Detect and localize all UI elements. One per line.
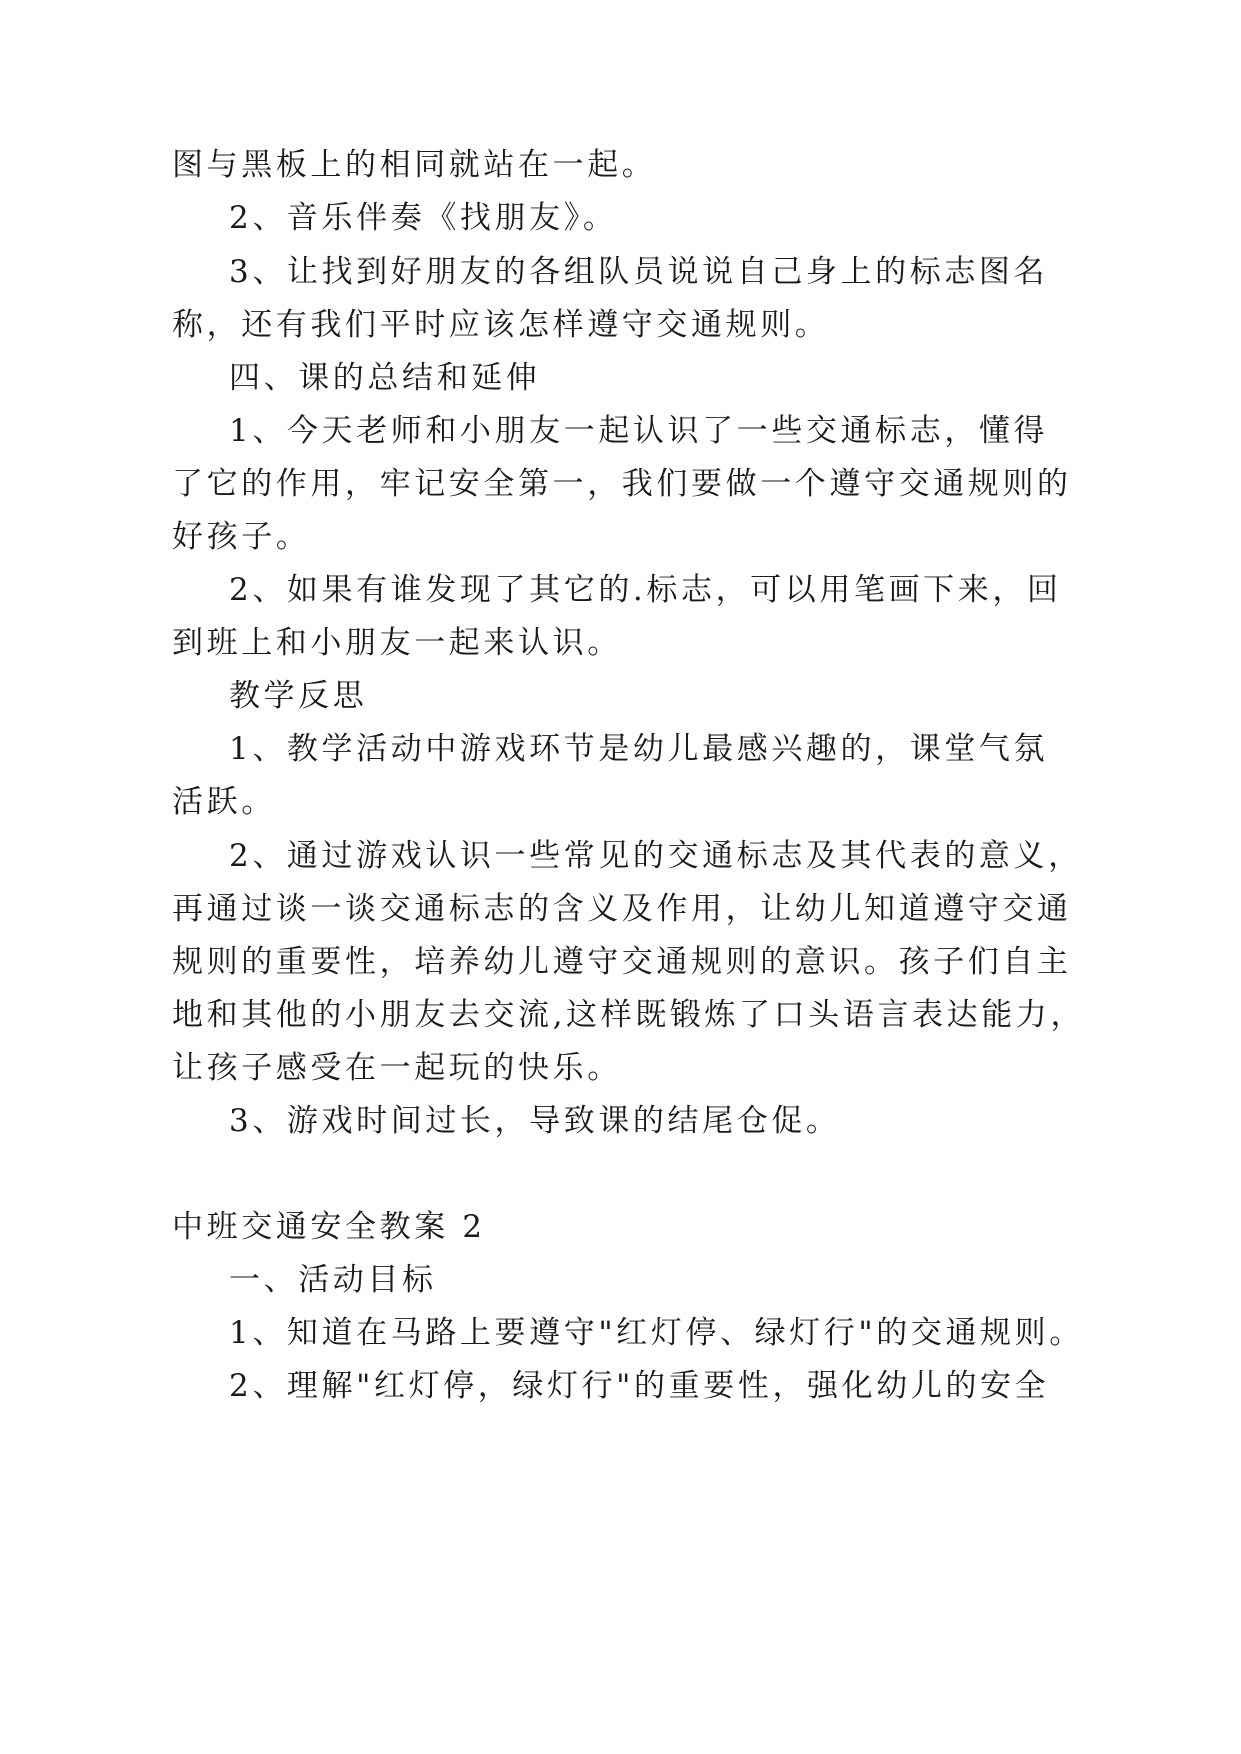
text-line: 2、如果有谁发现了其它的.标志，可以用笔画下来，回 xyxy=(229,572,1062,608)
text-line: 1、今天老师和小朋友一起认识了一些交通标志，懂得 xyxy=(229,413,1049,449)
text-line: 1、教学活动中游戏环节是幼儿最感兴趣的，课堂气氛 xyxy=(229,731,1049,767)
text-line: 规则的重要性，培养幼儿遵守交通规则的意识。孩子们自主 xyxy=(172,944,1072,980)
text-line: 3、让找到好朋友的各组队员说说自己身上的标志图名 xyxy=(229,254,1049,290)
section-heading: 教学反思 xyxy=(229,678,368,714)
text-line: 称，还有我们平时应该怎样遵守交通规则。 xyxy=(172,307,830,343)
text-line: 再通过谈一谈交通标志的含义及作用，让幼儿知道遵守交通 xyxy=(172,891,1072,927)
text-line: 到班上和小朋友一起来认识。 xyxy=(172,625,622,661)
section-heading: 一、活动目标 xyxy=(229,1262,437,1298)
text-line: 图与黑板上的相同就站在一起。 xyxy=(172,147,657,183)
text-line: 了它的作用，牢记安全第一，我们要做一个遵守交通规则的 xyxy=(172,466,1072,502)
text-line: 活跃。 xyxy=(172,784,276,820)
document-title: 中班交通安全教案 2 xyxy=(172,1209,486,1245)
text-line: 让孩子感受在一起玩的快乐。 xyxy=(172,1050,622,1086)
text-line: 2、理解"红灯停，绿灯行"的重要性，强化幼儿的安全 xyxy=(229,1368,1050,1404)
text-line: 2、通过游戏认识一些常见的交通标志及其代表的意义， xyxy=(229,838,1083,874)
text-line: 1、知道在马路上要遵守"红灯停、绿灯行"的交通规则。 xyxy=(229,1315,1084,1351)
text-line: 2、音乐伴奏《找朋友》。 xyxy=(229,200,618,236)
text-line: 好孩子。 xyxy=(172,519,311,555)
text-line: 地和其他的小朋友去交流,这样既锻炼了口头语言表达能力， xyxy=(172,997,1086,1033)
text-line: 3、游戏时间过长，导致课的结尾仓促。 xyxy=(229,1103,841,1139)
section-heading: 四、课的总结和延伸 xyxy=(229,360,541,396)
